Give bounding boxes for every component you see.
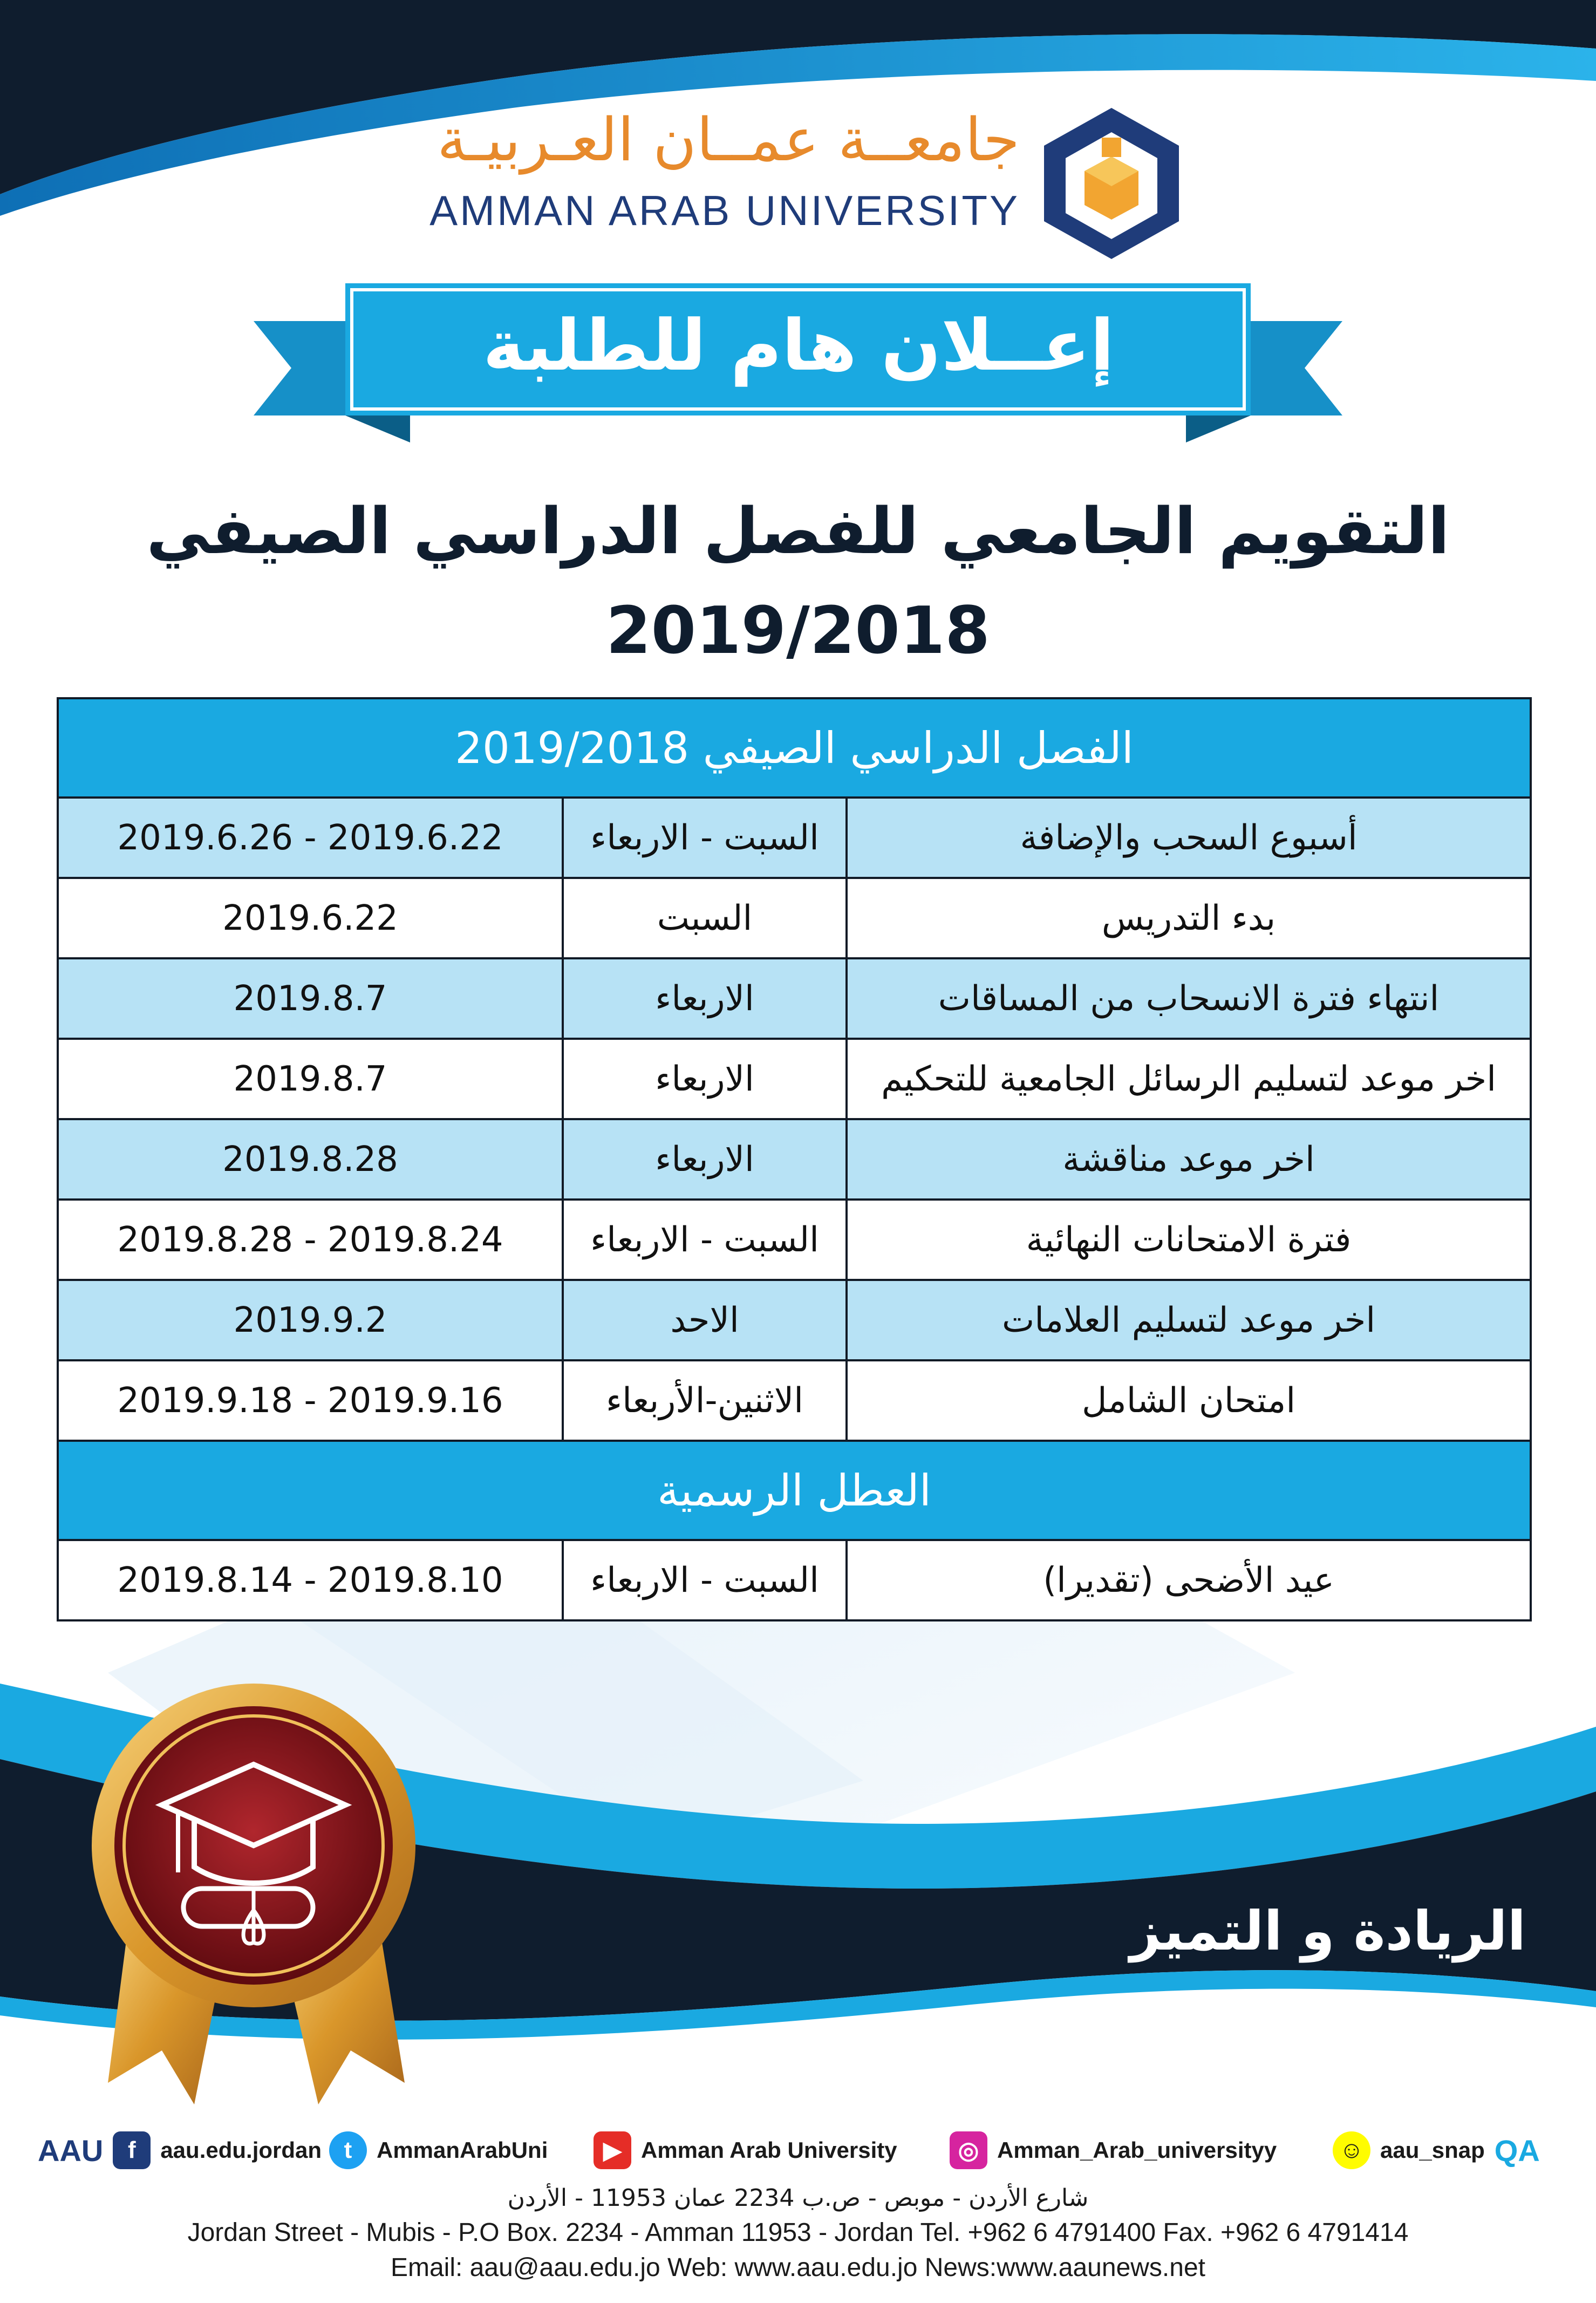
holidays-title: العطل الرسمية <box>58 1441 1531 1540</box>
snapchat-icon: ☺ <box>1333 2131 1370 2169</box>
event-cell: أسبوع السحب والإضافة <box>847 798 1531 878</box>
day-cell: الاربعاء <box>563 958 847 1039</box>
twitter-icon: t <box>329 2131 367 2169</box>
date-cell: 2019.6.26 - 2019.6.22 <box>58 798 563 878</box>
facebook-icon: f <box>113 2131 151 2169</box>
section-title: الفصل الدراسي الصيفي 2019/2018 <box>58 698 1531 798</box>
table-row <box>58 1119 1531 1200</box>
qa-logo-icon: QA <box>1494 2133 1540 2168</box>
medal-seal <box>92 1684 415 2104</box>
day-cell: السبت <box>563 878 847 958</box>
date-cell: 2019.8.28 <box>58 1119 563 1200</box>
facebook-handle: aau.edu.jordan <box>160 2137 322 2163</box>
slogan: الريادة و التميز <box>1130 1899 1526 1963</box>
calendar-year: 2019/2018 <box>606 594 990 669</box>
announcement-title: إعــلان هام للطلبة <box>482 304 1115 386</box>
event-cell: اخر موعد مناقشة <box>847 1119 1531 1200</box>
holidays-header-row <box>58 1441 1531 1540</box>
section-header-row <box>58 698 1531 798</box>
day-cell: الاربعاء <box>563 1119 847 1200</box>
table-row <box>58 1039 1531 1119</box>
university-logo[interactable] <box>415 105 1182 262</box>
university-emblem-icon <box>1041 105 1182 262</box>
event-cell: بدء التدريس <box>847 878 1531 958</box>
instagram-handle: Amman_Arab_universityy <box>997 2137 1277 2163</box>
date-cell: 2019.8.7 <box>58 958 563 1039</box>
twitter-handle: AmmanArabUni <box>377 2137 548 2163</box>
event-cell: انتهاء فترة الانسحاب من المساقات <box>847 958 1531 1039</box>
date-cell: 2019.8.28 - 2019.8.24 <box>58 1200 563 1280</box>
event-cell: اخر موعد لتسليم العلامات <box>847 1280 1531 1360</box>
calendar-table <box>57 697 1532 1621</box>
youtube-handle: Amman Arab University <box>641 2137 897 2163</box>
youtube-icon: ▶ <box>594 2131 631 2169</box>
event-cell: اخر موعد لتسليم الرسائل الجامعية للتحكيم <box>847 1039 1531 1119</box>
university-name-en: AMMAN ARAB UNIVERSITY <box>429 187 1020 234</box>
youtube-link[interactable] <box>594 2123 897 2177</box>
day-cell: السبت - الاربعاء <box>563 1540 847 1620</box>
event-cell: عيد الأضحى (تقديرا) <box>847 1540 1531 1620</box>
table-row <box>58 1360 1531 1441</box>
address-arabic: شارع الأردن - موبص - ص.ب 2234 عمان 11953 - الأردن <box>507 2184 1089 2212</box>
table-row <box>58 1280 1531 1360</box>
date-cell: 2019.6.22 <box>58 878 563 958</box>
university-name-ar: جامعــة عمــان العـربيـة <box>437 105 1020 174</box>
instagram-link[interactable] <box>950 2123 1277 2177</box>
date-cell: 2019.8.7 <box>58 1039 563 1119</box>
day-cell: الاربعاء <box>563 1039 847 1119</box>
contact-line: Email: aau@aau.edu.jo Web: www.aau.edu.jo News:www.aaunews.net <box>390 2253 1205 2282</box>
aau-logo-icon: AAU <box>38 2133 104 2168</box>
date-cell: 2019.9.2 <box>58 1280 563 1360</box>
snapchat-link[interactable] <box>1333 2123 1540 2177</box>
day-cell: السبت - الاربعاء <box>563 798 847 878</box>
day-cell: السبت - الاربعاء <box>563 1200 847 1280</box>
table-row <box>58 798 1531 878</box>
address-english: Jordan Street - Mubis - P.O Box. 2234 - Amman 11953 - Jordan Tel. +962 6 4791400 Fax. +962 6 4791414 <box>187 2218 1409 2247</box>
aau-facebook-link[interactable] <box>38 2123 322 2177</box>
date-cell: 2019.9.18 - 2019.9.16 <box>58 1360 563 1441</box>
table-row <box>58 958 1531 1039</box>
day-cell: الاثنين-الأربعاء <box>563 1360 847 1441</box>
snapchat-handle: aau_snap <box>1380 2137 1485 2163</box>
instagram-icon: ◎ <box>950 2131 987 2169</box>
table-row <box>58 878 1531 958</box>
table-row <box>58 1540 1531 1620</box>
event-cell: امتحان الشامل <box>847 1360 1531 1441</box>
social-bar <box>38 2123 1559 2177</box>
table-row <box>58 1200 1531 1280</box>
calendar-heading: التقويم الجامعي للفصل الدراسي الصيفي <box>146 494 1450 568</box>
twitter-link[interactable] <box>329 2123 548 2177</box>
day-cell: الاحد <box>563 1280 847 1360</box>
date-cell: 2019.8.14 - 2019.8.10 <box>58 1540 563 1620</box>
event-cell: فترة الامتحانات النهائية <box>847 1200 1531 1280</box>
